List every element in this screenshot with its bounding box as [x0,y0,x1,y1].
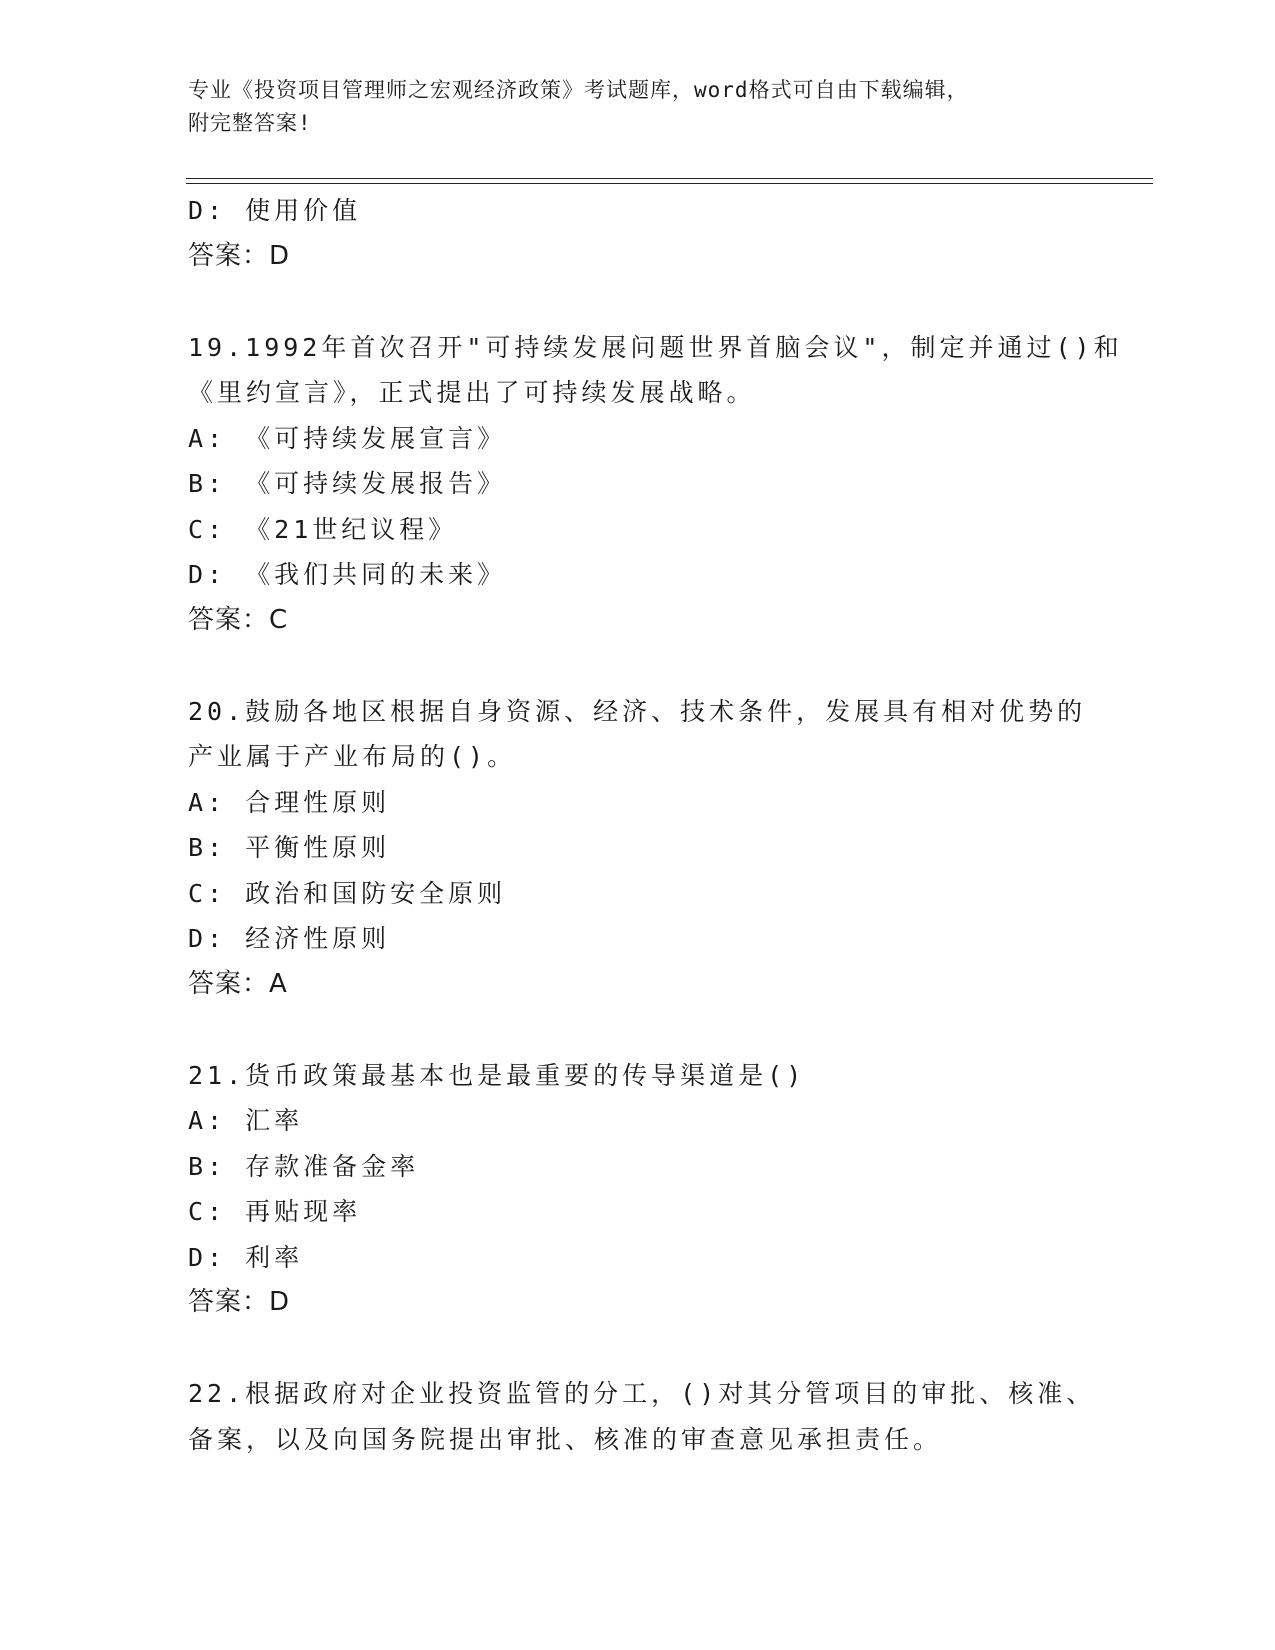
answer-label: 答案：A [188,968,288,999]
option-c: C: 《21世纪议程》 [188,514,458,544]
option-b: B: 《可持续发展报告》 [188,469,507,498]
question-stem: 备案，以及向国务院提出审批、核准的审查意见承担责任。 [188,1424,943,1454]
option-d: D: 使用价值 [188,196,362,225]
question-21 [188,1053,1088,1326]
question-19 [188,325,1123,644]
option-d: D: 经济性原则 [188,924,391,953]
question-stem: 19.1992年首次召开"可持续发展问题世界首脑会议"，制定并通过()和 [188,332,1123,362]
spacer [188,279,1088,325]
document-body [188,188,1123,1462]
question-22 [188,1371,1096,1462]
header-line-1: 专业《投资项目管理师之宏观经济政策》考试题库，word格式可自由下载编辑， [188,78,969,102]
document-header [188,74,1088,140]
option-c: C: 政治和国防安全原则 [188,878,507,908]
header-line-2: 附完整答案! [188,111,312,135]
spacer [188,1007,1088,1053]
question-stem: 21.货币政策最基本也是最重要的传导渠道是() [188,1060,806,1090]
option-d: D: 利率 [188,1242,304,1272]
option-d: D: 《我们共同的未来》 [188,560,507,589]
question-stem: 产业属于产业布局的()。 [188,742,517,771]
spacer [188,1326,1088,1372]
option-a: A: 合理性原则 [188,787,391,817]
question-stem: 22.根据政府对企业投资监管的分工，()对其分管项目的审批、核准、 [188,1379,1096,1408]
option-c: C: 再贴现率 [188,1197,362,1226]
header-divider-top [186,178,1153,179]
question-20 [188,689,1088,1008]
answer-label: 答案：D [188,1287,291,1317]
answer-label: 答案：C [188,604,289,635]
question-stem: 20.鼓励各地区根据自身资源、经济、技术条件，发展具有相对优势的 [188,696,1087,726]
option-a: A: 汇率 [188,1106,304,1135]
option-a: A: 《可持续发展宣言》 [188,423,507,453]
option-b: B: 平衡性原则 [188,833,391,862]
option-b: B: 存款准备金率 [188,1151,420,1181]
question-stem: 《里约宣言》，正式提出了可持续发展战略。 [188,378,756,407]
header-divider-bottom [186,183,1153,184]
answer-label: 答案：D [188,240,291,271]
spacer [188,643,1088,689]
